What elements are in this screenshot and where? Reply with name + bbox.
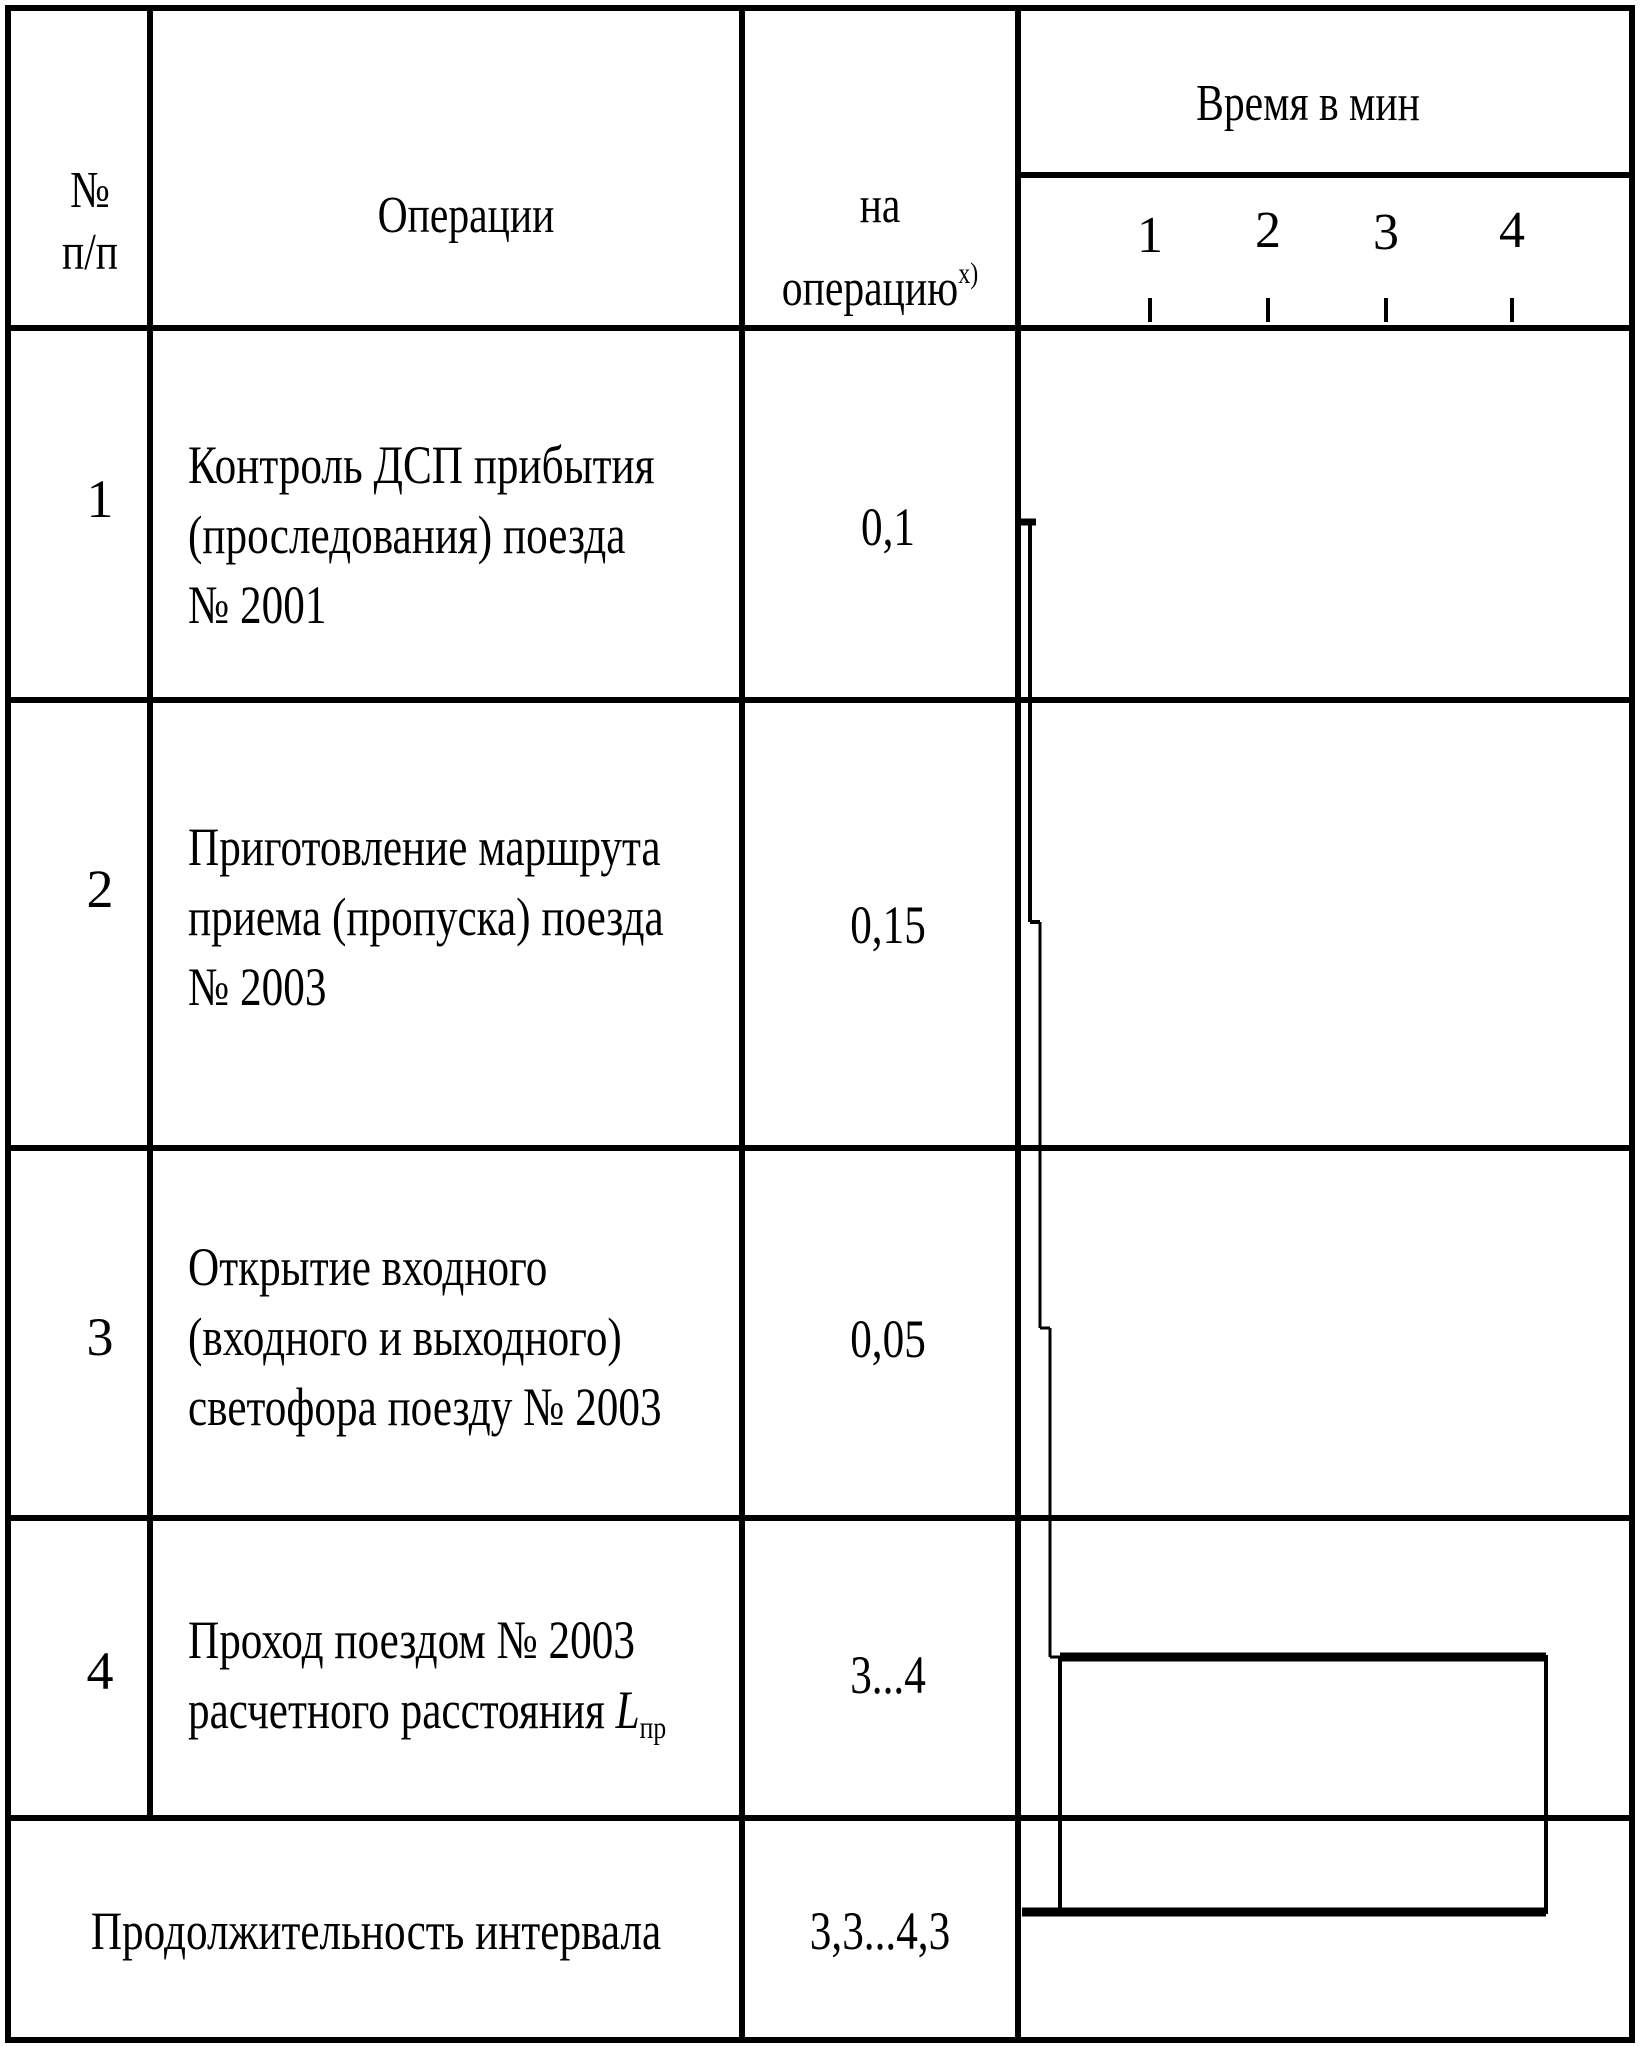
row-4-operation-var: L — [615, 1680, 640, 1740]
row-4-number: 4 — [86, 1641, 114, 1701]
header-per-operation-text: на операцию — [781, 177, 959, 317]
gantt-chart — [1020, 522, 1546, 1912]
header-operations: Операции — [377, 187, 555, 244]
row-2-duration: 0,15 — [850, 895, 926, 955]
row-1-operation: Контроль ДСП прибытия (проследования) поезда № 2001 — [188, 435, 655, 635]
row-1-number: 1 — [86, 469, 114, 529]
tick-label-2: 2 — [1255, 202, 1281, 259]
row-2-number: 2 — [86, 859, 114, 919]
tick-label-1: 1 — [1137, 207, 1163, 264]
row-1-duration: 0,1 — [861, 497, 915, 557]
header-per-operation — [782, 172, 978, 323]
row-4-duration: 3...4 — [850, 1645, 926, 1705]
row-2-operation: Приготовление маршрута приема (пропуска) поезда № 2003 — [188, 817, 664, 1017]
row-4-operation-sub: пр — [639, 1709, 667, 1745]
row-4-operation-line2: расчетного расстояния — [188, 1680, 616, 1740]
header-per-operation-sup: х) — [958, 257, 979, 290]
tick-label-3: 3 — [1373, 204, 1399, 261]
time-axis-ticks — [1150, 298, 1512, 322]
row-3-operation: Открытие входного (входного и выходного) светофора поезду № 2003 — [188, 1237, 662, 1437]
total-duration: 3,3...4,3 — [809, 1901, 951, 1961]
header-number: № п/п — [61, 162, 119, 281]
tick-label-4: 4 — [1499, 202, 1525, 259]
row-3-duration: 0,05 — [850, 1309, 926, 1369]
header-time-title: Время в мин — [1196, 75, 1420, 132]
row-4-operation — [188, 1605, 666, 1762]
total-label: Продолжительность интервала — [90, 1901, 662, 1961]
row-4-operation-line1: Проход поездом № 2003 — [188, 1610, 635, 1670]
row-3-number: 3 — [86, 1307, 114, 1367]
gantt-total-path — [1022, 1657, 1546, 1912]
